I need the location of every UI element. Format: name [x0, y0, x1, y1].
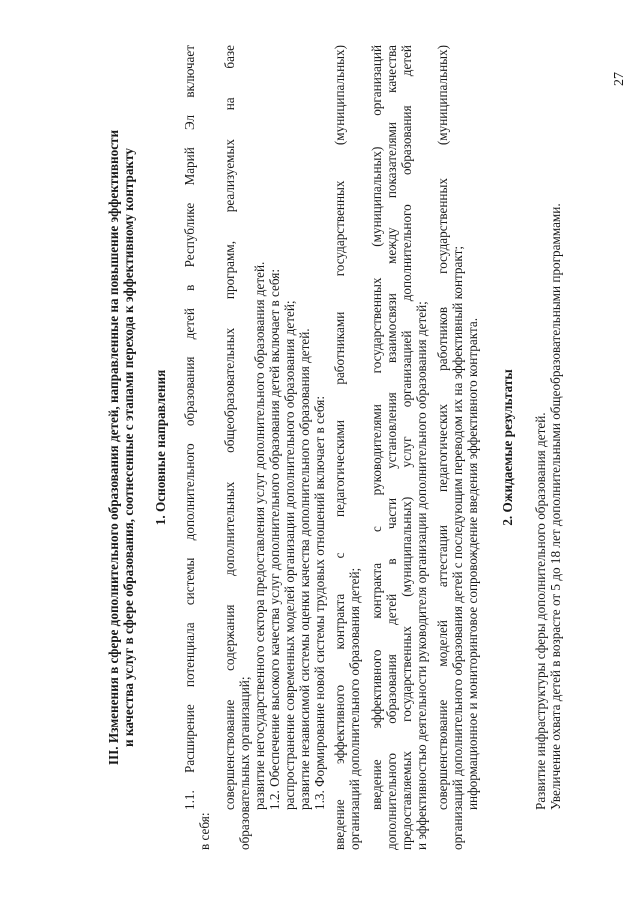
paragraph-line: развитие независимой системы оценки качества дополнительного образования детей.: [297, 328, 312, 810]
page-number: 27: [612, 72, 627, 86]
section-heading-expected-results: 2. Ожидаемые результаты: [500, 369, 515, 526]
paragraph-line: введение эффективного контракта с педагогическими работниками государственных (муниципальных): [332, 45, 347, 850]
paragraph-line: в себя:: [197, 812, 212, 850]
section-heading-main-directions: 1. Основные направления: [153, 369, 168, 526]
paragraph-line: организаций дополнительного образования детей с последующим переводом их на эффективный контракт;: [450, 245, 465, 850]
section-title-line-2: и качества услуг в сфере образования, соотнесенные с этапами перехода к эффективному контракту: [121, 148, 136, 747]
paragraph-line: организаций дополнительного образования детей;: [347, 567, 362, 850]
paragraph-line: предоставляемых государственных (муниципальных) услуг организацией дополнительного образования детей: [399, 45, 414, 850]
paragraph-line: развитие негосударственного сектора предоставления услуг дополнительного образования детей.: [252, 261, 267, 810]
paragraph-line: Увеличение охвата детей в возрасте от 5 до 18 лет дополнительными общеобразовательными программами.: [548, 203, 563, 810]
paragraph-line: совершенствование содержания дополнительных общеобразовательных программ, реализуемых на базе: [222, 45, 237, 810]
rotated-document-body: [92, 45, 592, 850]
paragraph-line: 1.1. Расширение потенциала системы дополнительного образования детей в Республике Марий Эл включает: [182, 45, 197, 810]
section-title-line-1: III. Изменения в сфере дополнительного образования детей, направленные на повышение эффективности: [106, 129, 121, 766]
paragraph-line: распространение современных моделей организации дополнительного образования детей;: [282, 300, 297, 810]
paragraph-line: 1.2. Обеспечение высокого качества услуг дополнительного образования детей включает в себя:: [267, 269, 282, 810]
paragraph-line: и эффективностью деятельности руководителя организации дополнительного образования детей;: [414, 301, 429, 850]
paragraph-line: образовательных организаций;: [237, 676, 252, 850]
paragraph-line: 1.3. Формирование новой системы трудовых отношений включает в себя:: [312, 395, 327, 810]
paragraph-line: Развитие инфраструктуры сферы дополнительного образования детей.: [533, 412, 548, 810]
paragraph-line: введение эффективного контракта с руководителями государственных (муниципальных) организаций: [369, 45, 384, 810]
paragraph-line: совершенствование моделей аттестации педагогических работников государственных (муниципальных): [435, 45, 450, 810]
paragraph-line: информационное и мониторинговое сопровождение введения эффективного контракта.: [465, 317, 480, 810]
paragraph-line: дополнительного образования детей в части установления взаимосвязи между показателями качества: [384, 45, 399, 850]
